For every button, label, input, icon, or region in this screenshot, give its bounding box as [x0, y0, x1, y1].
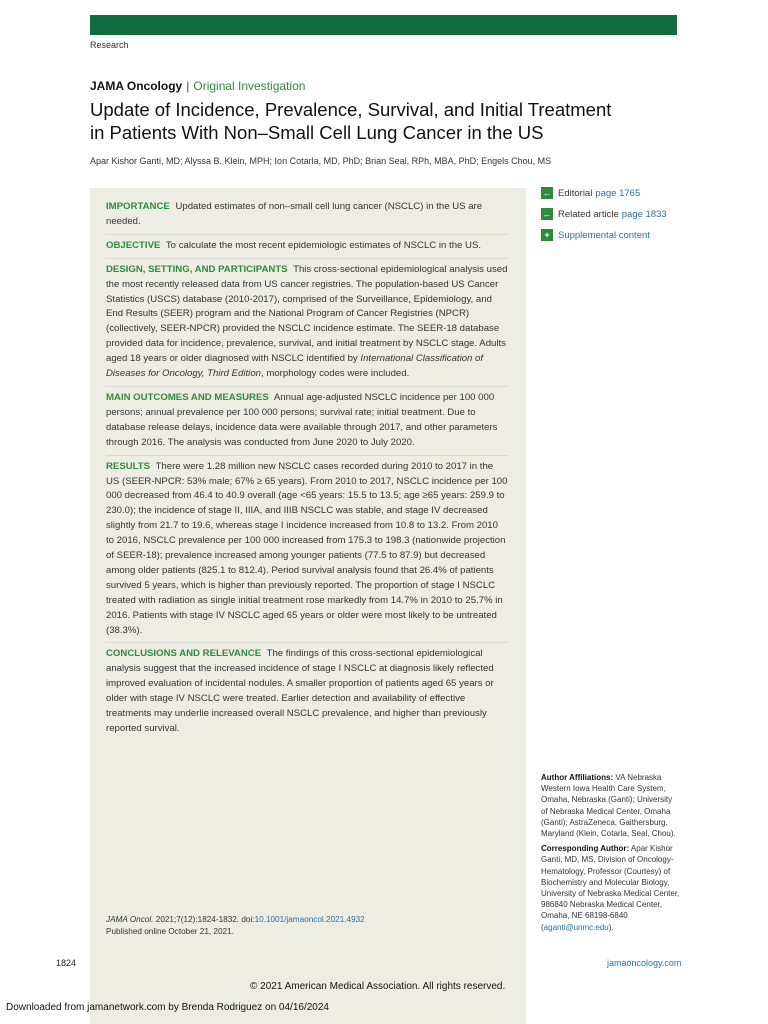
conclusions-heading: CONCLUSIONS AND RELEVANCE	[106, 648, 262, 660]
arrow-left-icon: ←	[542, 188, 552, 198]
journal-header-bar	[90, 15, 677, 35]
email-link[interactable]: aganti@unmc.edu	[543, 922, 609, 932]
copyright-notice: © 2021 American Medical Association. All rights reserved.	[250, 981, 506, 992]
related-article-link[interactable]	[541, 207, 667, 221]
published-date: Published online October 21, 2021.	[106, 926, 234, 936]
citation-journal: JAMA Oncol.	[106, 915, 154, 924]
abstract-design	[106, 263, 508, 387]
conclusions-text: The findings of this cross-sectional epidemiological analysis suggest that the increased incidence of stage I NSCLC at diagnosis likely reflected improved evaluation of incidental nodules. A smaller proportion of patients aged 65 years or older with stage IV NSCLC were treated. Earlier detection and availability of effective treatments may underlie increased overall NSCLC prevalence, and higher than previously reported survival.	[106, 648, 494, 734]
journal-separator: |	[186, 79, 190, 93]
supplemental-link[interactable]	[541, 228, 667, 242]
related-page[interactable]: page 1833	[621, 208, 667, 220]
corresponding-author	[541, 843, 681, 933]
title-line-1: Update of Incidence, Prevalence, Survival, and Initial Treatment	[90, 99, 612, 120]
citation-ref: 2021;7(12):1824-1832. doi:	[155, 915, 255, 924]
results-text: There were 1.28 million new NSCLC cases recorded during 2010 to 2017 in the US (SEER-NPCR: 53% male; 67% ≥ 65 years). From 2010 to 2017, NSCLC incidence per 100 000 decreased from 46.4 to 40.9 overall (age <65 years: 15.5 to 13.5; age ≥65 years: 259.9 to 230.0); the incidence of stage II, IIIA, and IIIB NSCLC was stable, and stage IV decreased slightly from 21.7 to 19.6, whereas stage I incidence increased from 10.8 to 13.2. From 2010 to 2016, NSCLC prevalence per 100 000 increased from 175.3 to 198.3 (nationwide projection of SEER-18); prevalence increased among younger patients (77.5 to 87.9) but decreased among older patients (825.1 to 812.4). Period survival analysis found that 26.4% of patients survived 5 years, which is higher than previously reported. The proportion of stage I NSCLC treated with radiation as single initial treatment rose markedly from 14.7% in 2010 to 25.7% in 2016. Patients with stage IV NSCLC aged 65 years or older were most likely to be untreated (38.3%).	[106, 460, 508, 636]
doi-link[interactable]: 10.1001/jamaoncol.2021.4932	[254, 915, 365, 924]
page-number: 1824	[56, 958, 77, 968]
related-label: Related article	[558, 208, 619, 220]
title-line-2: in Patients With Non–Small Cell Lung Cancer in the US	[90, 122, 544, 143]
affiliations-text: VA Nebraska Western Iowa Health Care System, Omaha, Nebraska (Ganti); University of Nebraska Medical Center, Omaha (Ganti); AstraZeneca, Gaithersburg, Maryland (Klein, Cotarla, Seal, Chou).	[541, 773, 676, 839]
journal-site-link[interactable]: jamaoncology.com	[607, 958, 682, 968]
journal-line	[90, 79, 305, 93]
section-label: Research	[90, 40, 129, 50]
abstract-conclusions	[106, 647, 508, 740]
related-links	[541, 186, 667, 249]
author-info	[541, 772, 681, 937]
importance-heading: IMPORTANCE	[106, 201, 170, 212]
download-notice: Downloaded from jamanetwork.com by Brenda Rodriguez on 04/16/2024	[6, 1002, 329, 1013]
abstract-results	[106, 460, 508, 644]
corresponding-end: ).	[608, 922, 614, 932]
design-classification-title: International Classification of Diseases for Oncology, Third Edition	[106, 353, 484, 380]
journal-name: JAMA Oncology	[90, 79, 183, 93]
outcomes-heading: MAIN OUTCOMES AND MEASURES	[106, 391, 269, 403]
objective-text: To calculate the most recent epidemiologic estimates of NSCLC in the US.	[165, 239, 482, 251]
author-affiliations	[541, 772, 681, 839]
importance-text: Updated estimates of non–small cell lung cancer (NSCLC) in the US are needed.	[106, 201, 483, 227]
editorial-link[interactable]	[541, 186, 667, 200]
corresponding-text: Apar Kishor Ganti, MD, MS, Division of Oncology-Hematology, Professor (Courtesy) of Biochemistry and Molecular Biology, University of Nebraska Medical Center, 986840 Nebraska Medical Center, Omaha, NE 68198-6840 (	[541, 844, 680, 932]
editorial-label: Editorial	[558, 187, 593, 199]
abstract-box	[90, 188, 526, 1024]
affiliations-heading: Author Affiliations:	[541, 773, 614, 782]
citation	[106, 914, 365, 937]
editorial-page[interactable]: page 1765	[595, 187, 641, 199]
objective-heading: OBJECTIVE	[106, 239, 161, 251]
arrow-left-icon: ←	[542, 209, 552, 219]
results-heading: RESULTS	[106, 460, 151, 472]
outcomes-text: Annual age-adjusted NSCLC incidence per 100 000 persons; annual prevalence per 100 000 persons; survival rate; initial treatment. Due to database release delays, incidence data were available through 2017, and other parameters through 2016. The analysis was conducted from June 2020 to July 2020.	[106, 391, 498, 448]
design-heading: DESIGN, SETTING, AND PARTICIPANTS	[106, 263, 288, 275]
corresponding-heading: Corresponding Author:	[541, 844, 630, 854]
abstract-body	[106, 200, 508, 745]
abstract-importance	[106, 200, 508, 235]
design-text: This cross-sectional epidemiological analysis used the most recently released data from US cancer registries. The population-based US Cancer Statistics (USCS) database (2010-2017), comprised of the Surveillance, Epidemiology, and End Results (SEER) program and the National Program of Cancer Registries (NPCR) (collectively, SEER-NPCR) provided the NSCLC incidence estimate. The SEER-18 database provided data for incidence, prevalence, survival, and initial treatment by NSCLC stage. Adults aged 18 years or older diagnosed with NSCLC identified by	[106, 263, 508, 365]
author-list: Apar Kishor Ganti, MD; Alyssa B. Klein, MPH; Ion Cotarla, MD, PhD; Brian Seal, RPh, MBA, PhD; Engels Chou, MS	[90, 156, 552, 166]
abstract-objective	[106, 239, 508, 259]
supplemental-label[interactable]: Supplemental content	[558, 229, 650, 241]
abstract-outcomes	[106, 391, 508, 456]
article-title	[90, 98, 650, 144]
article-type: Original Investigation	[193, 79, 306, 93]
plus-icon: +	[541, 229, 553, 241]
design-text-end: , morphology codes were included.	[261, 368, 410, 380]
